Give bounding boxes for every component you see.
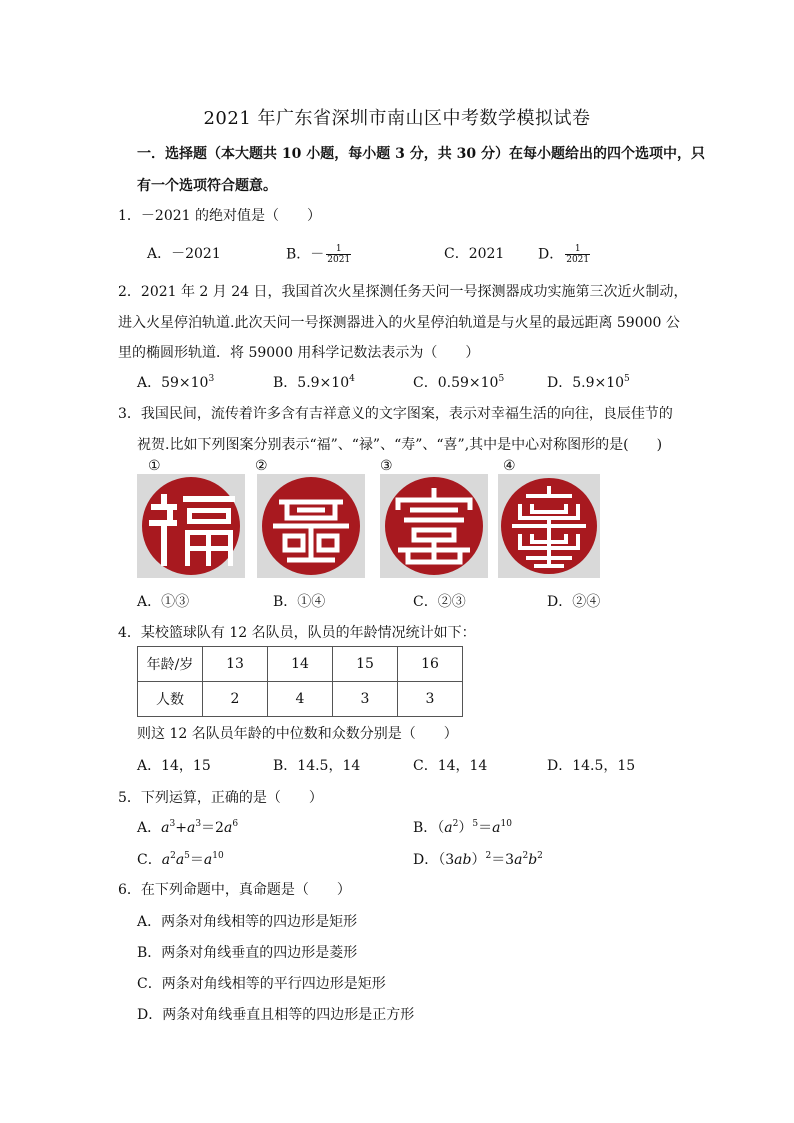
fraction-numerator: 1 bbox=[565, 244, 590, 255]
table-header-cell: 13 bbox=[203, 647, 268, 682]
q4-stem: 4．某校篮球队有 12 名队员，队员的年龄情况统计如下： bbox=[118, 625, 476, 641]
q1-option-d bbox=[538, 244, 590, 265]
q4-option-b: B．14.5，14 bbox=[273, 758, 361, 774]
q2-line1: 2．2021 年 2 月 24 日，我国首次火星探测任务天问一号探测器成功实施第三次近火制动， bbox=[118, 284, 688, 300]
q4-option-d: D．14.5，15 bbox=[547, 758, 636, 774]
q6-option-d: D．两条对角线垂直且相等的四边形是正方形 bbox=[137, 1007, 415, 1023]
seal-label-2: ② bbox=[255, 458, 268, 474]
q3-line2: 祝贺.比如下列图案分别表示“福”、“禄”、“寿”、“喜”,其中是中心对称图形的是( ) bbox=[137, 437, 663, 453]
shou-seal-image bbox=[380, 474, 488, 578]
table-cell: 4 bbox=[268, 682, 333, 717]
q5-stem: 5．下列运算，正确的是（ ） bbox=[118, 790, 323, 806]
q3-line1: 3．我国民间，流传着许多含有吉祥意义的文字图案，表示对幸福生活的向往，良辰佳节的 bbox=[118, 406, 673, 422]
q2-option-b-base: B．5.9×10 bbox=[273, 375, 350, 391]
q2-line3: 里的椭圆形轨道．将 59000 用科学记数法表示为（ ） bbox=[118, 345, 480, 361]
q1-option-a: A．－2021 bbox=[147, 246, 221, 262]
q2-option-a-exponent: 3 bbox=[208, 374, 215, 384]
q1-option-b bbox=[286, 244, 351, 265]
q6-option-b: B．两条对角线垂直的四边形是菱形 bbox=[137, 945, 358, 961]
table-cell: 3 bbox=[398, 682, 463, 717]
q2-option-a bbox=[137, 373, 214, 393]
lu-seal-image bbox=[257, 474, 365, 578]
q1-option-d-fraction bbox=[565, 244, 590, 265]
q6-stem: 6．在下列命题中，真命题是（ ） bbox=[118, 882, 351, 898]
q1-stem: 1．－2021 的绝对值是（ ） bbox=[118, 208, 321, 224]
q2-option-b-exponent: 4 bbox=[349, 374, 355, 384]
q4-option-c: C．14，14 bbox=[413, 758, 488, 774]
table-cell: 2 bbox=[203, 682, 268, 717]
section-heading-line1: 一．选择题（本大题共 10 小题，每小题 3 分，共 30 分）在每小题给出的四个选项中，只 bbox=[137, 146, 705, 162]
table-row bbox=[138, 682, 463, 717]
fraction-numerator: 1 bbox=[326, 244, 351, 255]
section-heading-line2: 有一个选项符合题意。 bbox=[137, 178, 277, 194]
table-header-cell: 年龄/岁 bbox=[138, 647, 203, 682]
table-row bbox=[138, 647, 463, 682]
q2-option-c-exponent: 5 bbox=[498, 374, 505, 384]
q2-option-c bbox=[413, 373, 504, 393]
table-header-cell: 15 bbox=[333, 647, 398, 682]
seal-label-3: ③ bbox=[380, 458, 393, 474]
q2-option-c-base: C．0.59×10 bbox=[413, 375, 499, 391]
q3-option-c: C．②③ bbox=[413, 594, 466, 610]
table-header-cell: 16 bbox=[398, 647, 463, 682]
table-header-cell: 14 bbox=[268, 647, 333, 682]
q1-option-c: C．2021 bbox=[444, 246, 505, 262]
table-cell: 3 bbox=[333, 682, 398, 717]
q3-option-d: D．②④ bbox=[547, 594, 601, 610]
seal-label-1: ① bbox=[148, 458, 161, 474]
q1-option-b-prefix: B．－ bbox=[286, 246, 325, 263]
q5-option-b: B．$(a^2)^5=a^{10}$ bbox=[413, 819, 512, 836]
q2-option-b bbox=[273, 373, 355, 393]
q5-option-d: D．$(3ab)^2=3a^2b^2$ bbox=[413, 851, 543, 868]
q2-option-d bbox=[547, 373, 630, 393]
q6-option-a: A．两条对角线相等的四边形是矩形 bbox=[137, 914, 358, 930]
page-title: 2021 年广东省深圳市南山区中考数学模拟试卷 bbox=[203, 108, 591, 129]
q2-option-d-base: D．5.9×10 bbox=[547, 375, 625, 391]
q5-option-a: A．$a^3+a^3=2a^6$ bbox=[137, 819, 239, 836]
q6-option-c: C．两条对角线相等的平行四边形是矩形 bbox=[137, 976, 386, 992]
q2-option-a-base: A．59×10 bbox=[137, 375, 209, 391]
table-cell: 人数 bbox=[138, 682, 203, 717]
seal-label-4: ④ bbox=[503, 458, 516, 474]
age-table bbox=[137, 646, 463, 717]
q2-line2: 进入火星停泊轨道.此次天问一号探测器进入的火星停泊轨道是与火星的最远距离 59000 公 bbox=[118, 315, 680, 331]
q1-option-d-prefix: D． bbox=[538, 246, 564, 263]
q2-option-d-exponent: 5 bbox=[624, 374, 630, 384]
xi-seal-image bbox=[498, 474, 600, 578]
fraction-denominator: 2021 bbox=[327, 255, 351, 265]
q1-option-b-fraction bbox=[326, 244, 351, 265]
fraction-denominator: 2021 bbox=[566, 255, 590, 265]
q4-option-a: A．14，15 bbox=[137, 758, 211, 774]
fu-seal-image bbox=[137, 474, 245, 578]
q3-option-b: B．①④ bbox=[273, 594, 326, 610]
q4-question: 则这 12 名队员年龄的中位数和众数分别是（ ） bbox=[137, 726, 458, 742]
q3-option-a: A．①③ bbox=[137, 594, 190, 610]
q5-option-c: C．$a^2a^5=a^{10}$ bbox=[137, 851, 224, 868]
